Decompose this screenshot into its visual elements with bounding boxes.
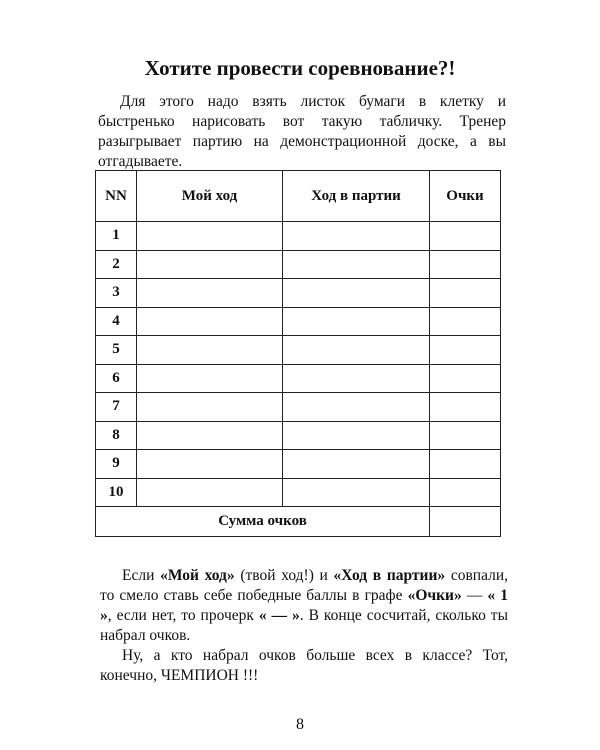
rules-paragraph	[100, 566, 508, 646]
row-number: 8	[96, 421, 137, 450]
my-move-cell	[137, 307, 283, 336]
points-cell	[430, 421, 501, 450]
my-move-cell	[137, 222, 283, 251]
table-row	[96, 222, 501, 251]
points-cell	[430, 364, 501, 393]
my-move-cell	[137, 279, 283, 308]
my-move-cell	[137, 336, 283, 365]
page-title: Хотите провести соревнование?!	[144, 56, 456, 80]
game-move-cell	[283, 250, 430, 279]
sum-label: Сумма очков	[96, 507, 430, 537]
sum-row	[96, 507, 501, 537]
intro-paragraph: Для этого надо взять листок бумаги в клетку и быстренько нарисовать вот такую табличку. Тренер разыгрывает партию на демонстрационной доске, а вы отгадываете.	[98, 93, 506, 170]
rules-text-part: —	[461, 587, 488, 604]
header-points: Очки	[430, 171, 501, 222]
row-number: 3	[96, 279, 137, 308]
my-move-cell	[137, 478, 283, 507]
one-point-mark: « 1 »	[100, 587, 509, 624]
points-cell	[430, 450, 501, 479]
table-row	[96, 250, 501, 279]
header-my-move: Мой ход	[137, 171, 283, 222]
sum-points-cell	[430, 507, 501, 537]
rules-text-part: Если	[122, 567, 161, 584]
score-table	[95, 170, 501, 537]
dash-mark: « — »	[258, 607, 300, 624]
points-cell	[430, 393, 501, 422]
header-game-move: Ход в партии	[283, 171, 430, 222]
game-move-cell	[283, 336, 430, 365]
my-move-cell	[137, 364, 283, 393]
table-row	[96, 279, 501, 308]
game-move-cell	[283, 279, 430, 308]
points-term: «Очки»	[407, 587, 462, 604]
table-row	[96, 478, 501, 507]
row-number: 6	[96, 364, 137, 393]
game-move-cell	[283, 450, 430, 479]
table-row	[96, 364, 501, 393]
row-number: 2	[96, 250, 137, 279]
table-row	[96, 336, 501, 365]
points-cell	[430, 222, 501, 251]
my-move-cell	[137, 250, 283, 279]
rules-text-part: , если нет, то прочерк	[107, 607, 259, 624]
points-cell	[430, 478, 501, 507]
game-move-cell	[283, 307, 430, 336]
points-cell	[430, 250, 501, 279]
game-move-cell	[283, 222, 430, 251]
game-move-cell	[283, 478, 430, 507]
rules-text-part: . В конце сосчитай, сколько ты набрал очков.	[100, 607, 508, 644]
my-move-cell	[137, 421, 283, 450]
row-number: 1	[96, 222, 137, 251]
my-move-cell	[137, 450, 283, 479]
page-number: 8	[296, 716, 304, 733]
table-row	[96, 450, 501, 479]
row-number: 9	[96, 450, 137, 479]
table-row	[96, 307, 501, 336]
intro-text	[98, 92, 506, 172]
rules-text	[100, 566, 508, 686]
champion-paragraph: Ну, а кто набрал очков больше всех в классе? Тот, конечно, ЧЕМПИОН !!!	[100, 647, 508, 684]
row-number: 4	[96, 307, 137, 336]
my-move-cell	[137, 393, 283, 422]
points-cell	[430, 279, 501, 308]
game-move-term: «Ход в партии»	[333, 567, 446, 584]
row-number: 5	[96, 336, 137, 365]
table-row	[96, 393, 501, 422]
table-header-row	[96, 171, 501, 222]
rules-text-part: (твой ход!) и	[234, 567, 334, 584]
table-row	[96, 421, 501, 450]
game-move-cell	[283, 393, 430, 422]
points-cell	[430, 307, 501, 336]
row-number: 10	[96, 478, 137, 507]
game-move-cell	[283, 364, 430, 393]
row-number: 7	[96, 393, 137, 422]
game-move-cell	[283, 421, 430, 450]
my-move-term: «Мой ход»	[160, 567, 235, 584]
rules-text-part: совпали, то смело ставь себе победные баллы в графе	[100, 567, 508, 604]
header-nn: NN	[96, 171, 137, 222]
points-cell	[430, 336, 501, 365]
